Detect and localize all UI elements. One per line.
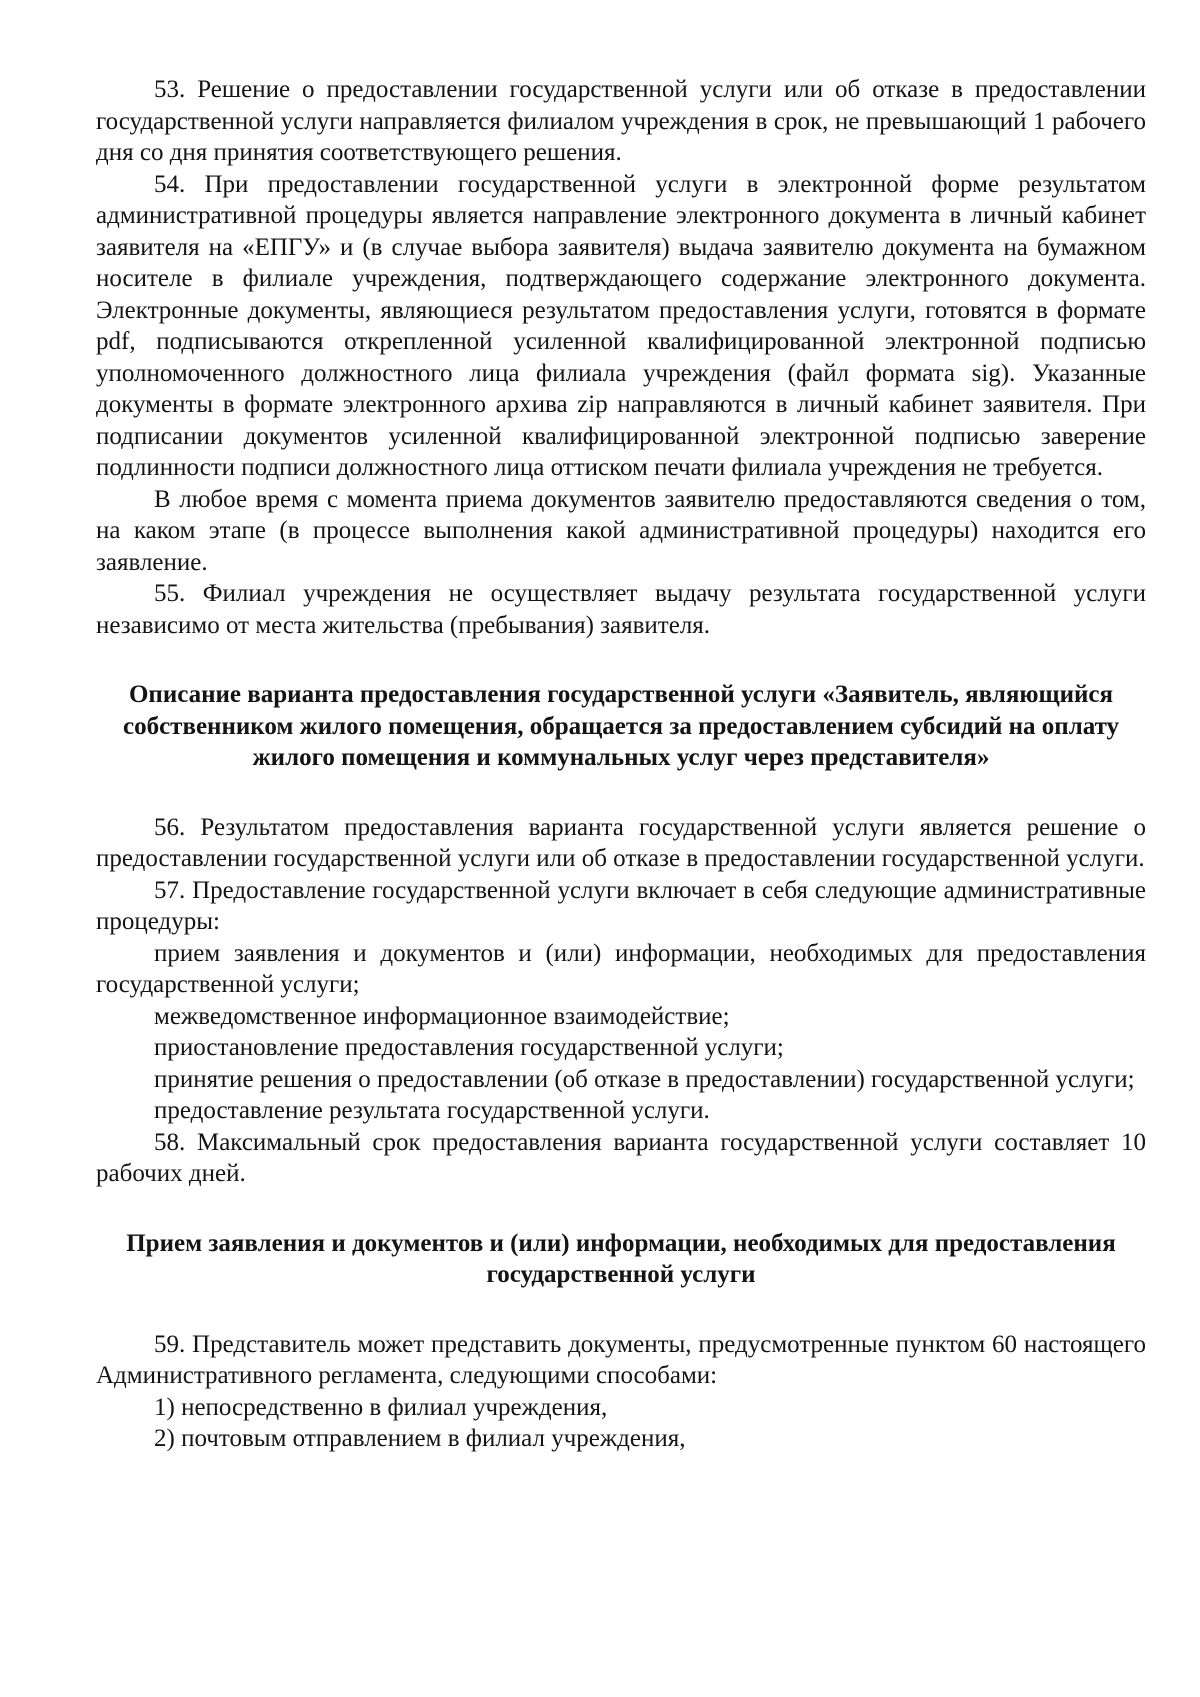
paragraph-53: 53. Решение о предоставлении государственной услуги или об отказе в предоставлении государственной услуги направляется филиалом учреждения в срок, не превышающий 1 рабочего дня со дня принятия соответствующего решения.: [96, 76, 1146, 166]
paragraph-57: 57. Предоставление государственной услуги включает в себя следующие административные процедуры:: [96, 876, 1146, 935]
section-heading-reception: Прием заявления и документов и (или) информации, необходимых для предоставления государственной услуги: [126, 1229, 1116, 1288]
spacer: [96, 774, 1146, 812]
method-item: 1) непосредственно в филиал учреждения,: [154, 1393, 608, 1421]
paragraph-56: 56. Результатом предоставления варианта государственной услуги является решение о предоставлении государственной услуги или об отказе в предоставлении государственной услуги.: [96, 813, 1146, 872]
paragraph-54: 54. При предоставлении государственной услуги в электронной форме результатом административной процедуры является направление электронного документа в личный кабинет заявителя на «ЕПГУ» и (в случае выбора заявителя) выдача заявителю документа на бумажном носителе в филиале учреждения, подтверждающего содержание электронного документа. Электронные документы, являющиеся результатом предоставления услуги, готовятся в формате pdf, подписываются открепленной усиленной квалифицированной электронной подписью уполномоченного должностного лица филиала учреждения (файл формата sig). Указанные документы в формате электронного архива zip направляются в личный кабинет заявителя. При подписании документов усиленной квалифицированной электронной подписью заверение подлинности подписи должностного лица оттиском печати филиала учреждения не требуется.: [96, 170, 1146, 481]
procedure-item: предоставление результата государственной услуги.: [154, 1097, 710, 1124]
procedure-item: прием заявления и документов и (или) информации, необходимых для предоставления государственной услуги;: [96, 939, 1146, 998]
procedure-item: принятие решения о предоставлении (об отказе в предоставлении) государственной услуги;: [154, 1065, 1135, 1093]
paragraph-55: 55. Филиал учреждения не осуществляет выдачу результата государственной услуги независимо от места жительства (пребывания) заявителя.: [96, 580, 1146, 639]
spacer: [96, 1190, 1146, 1228]
spacer: [96, 1291, 1146, 1329]
method-item: 2) почтовым отправлением в филиал учреждения,: [154, 1425, 686, 1452]
paragraph-58: 58. Максимальный срок предоставления варианта государственной услуги составляет 10 рабочих дней.: [96, 1128, 1146, 1187]
paragraph-54-continued: В любое время с момента приема документов заявителю предоставляются сведения о том, на каком этапе (в процессе выполнения какой административной процедуры) находится его заявление.: [96, 485, 1146, 576]
procedure-item: приостановление предоставления государственной услуги;: [154, 1034, 784, 1061]
procedure-item: межведомственное информационное взаимодействие;: [154, 1002, 730, 1030]
paragraph-59: 59. Представитель может представить документы, предусмотренные пунктом 60 настоящего Административного регламента, следующими способами:: [96, 1330, 1146, 1389]
spacer: [96, 641, 1146, 679]
section-heading-variant: Описание варианта предоставления государственной услуги «Заявитель, являющийся собственником жилого помещения, обращается за предоставлением субсидий на оплату жилого помещения и коммунальных услуг через представителя»: [122, 681, 1120, 771]
document-page: [96, 74, 1146, 1455]
